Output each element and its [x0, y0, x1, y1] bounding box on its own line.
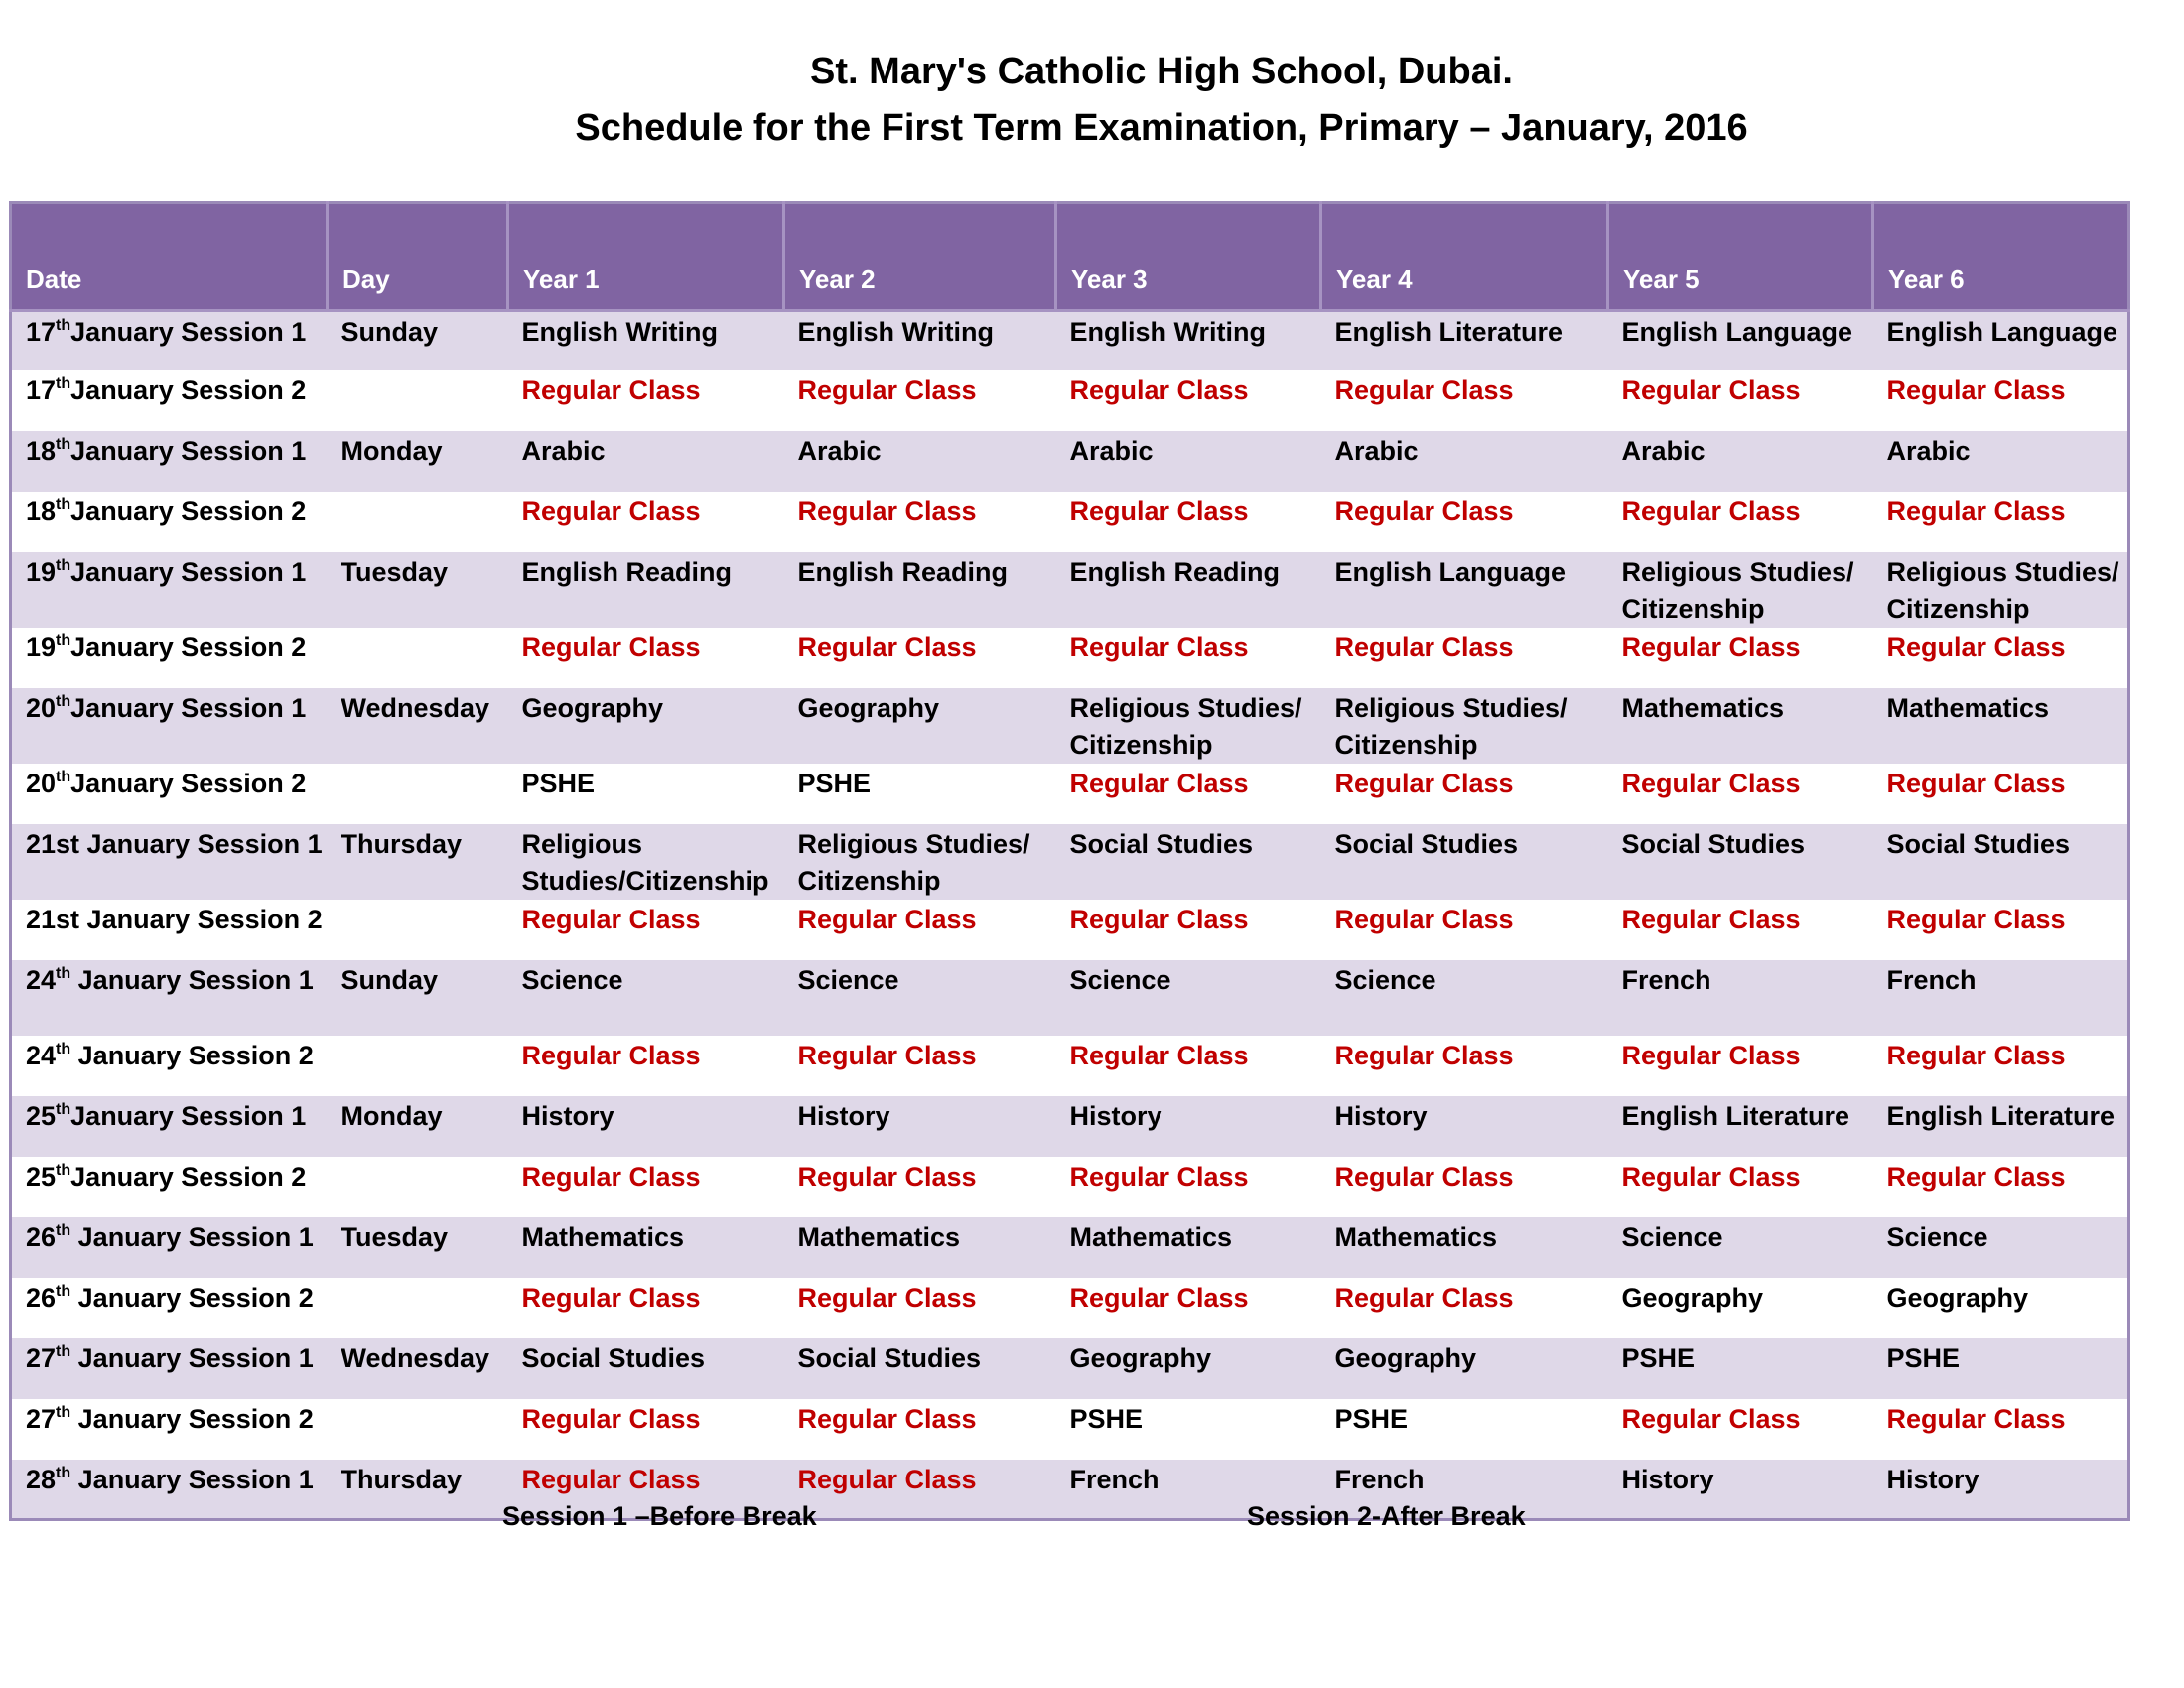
table-row: [11, 1338, 2129, 1399]
subject-cell-year-2: Mathematics: [784, 1217, 1056, 1278]
subject-cell-year-1: Regular Class: [508, 900, 784, 960]
header-row: [11, 203, 2129, 311]
subject-cell-year-2: Regular Class: [784, 1157, 1056, 1217]
exam-schedule-table: [9, 201, 2130, 1521]
subject-cell-year-6: PSHE: [1873, 1338, 2129, 1399]
date-ordinal-suffix: th: [56, 374, 71, 392]
table-row: [11, 1460, 2129, 1520]
subject-cell-year-1: Science: [508, 960, 784, 1036]
subject-cell-year-1: Regular Class: [508, 370, 784, 431]
subject-cell-year-6: Social Studies: [1873, 824, 2129, 900]
subject-cell-year-5: Mathematics: [1608, 688, 1873, 764]
day-cell: Tuesday: [328, 1217, 508, 1278]
subject-cell-year-2: PSHE: [784, 764, 1056, 824]
date-cell: [11, 431, 328, 492]
day-cell: Wednesday: [328, 688, 508, 764]
date-cell: [11, 1278, 328, 1338]
table-row: [11, 1217, 2129, 1278]
date-ordinal-suffix: th: [56, 495, 71, 513]
subject-cell-year-1: Mathematics: [508, 1217, 784, 1278]
date-day-number: 27: [26, 1403, 57, 1434]
subject-cell-year-1: Regular Class: [508, 628, 784, 688]
date-cell: [11, 1399, 328, 1460]
date-ordinal-suffix: th: [56, 1282, 71, 1300]
date-session-text: January Session 2: [70, 1161, 307, 1192]
day-cell: [328, 1157, 508, 1217]
subject-cell-year-5: History: [1608, 1460, 1873, 1520]
table-row: [11, 1399, 2129, 1460]
header-year-4: Year 4: [1321, 203, 1608, 311]
subject-cell-year-3: Regular Class: [1056, 1036, 1321, 1096]
day-cell: Sunday: [328, 311, 508, 370]
subject-cell-year-2: Social Studies: [784, 1338, 1056, 1399]
date-cell: [11, 1157, 328, 1217]
date-day-number: 25: [26, 1161, 57, 1192]
subject-cell-year-3: Mathematics: [1056, 1217, 1321, 1278]
date-cell: [11, 1217, 328, 1278]
subject-cell-year-3: English Reading: [1056, 552, 1321, 628]
date-ordinal-suffix: th: [56, 1342, 71, 1360]
table-row: [11, 824, 2129, 900]
subject-cell-year-6: Religious Studies/ Citizenship: [1873, 552, 2129, 628]
subject-cell-year-2: Regular Class: [784, 370, 1056, 431]
date-day-number: 18: [26, 495, 57, 526]
date-ordinal-suffix: th: [56, 632, 71, 649]
date-ordinal-suffix: th: [56, 768, 71, 785]
table-row: [11, 370, 2129, 431]
subject-cell-year-1: Geography: [508, 688, 784, 764]
subject-cell-year-3: Regular Class: [1056, 900, 1321, 960]
date-day-number: 20: [26, 768, 57, 798]
date-day-number: 20: [26, 692, 57, 723]
subject-cell-year-1: Regular Class: [508, 1278, 784, 1338]
date-ordinal-suffix: th: [56, 1161, 71, 1179]
date-day-number: 18: [26, 435, 57, 466]
subject-cell-year-3: Regular Class: [1056, 492, 1321, 552]
subject-cell-year-6: Regular Class: [1873, 1157, 2129, 1217]
header-year-3: Year 3: [1056, 203, 1321, 311]
subject-cell-year-4: English Literature: [1321, 311, 1608, 370]
date-day-number: 28: [26, 1464, 57, 1494]
subject-cell-year-6: Regular Class: [1873, 628, 2129, 688]
table-row: [11, 431, 2129, 492]
subject-cell-year-4: Geography: [1321, 1338, 1608, 1399]
day-cell: Wednesday: [328, 1338, 508, 1399]
subject-cell-year-3: English Writing: [1056, 311, 1321, 370]
date-session-text: January Session 2: [70, 495, 307, 526]
table-row: [11, 688, 2129, 764]
subject-cell-year-5: Science: [1608, 1217, 1873, 1278]
date-cell: [11, 1338, 328, 1399]
subject-cell-year-6: Geography: [1873, 1278, 2129, 1338]
subject-cell-year-3: Religious Studies/ Citizenship: [1056, 688, 1321, 764]
subject-cell-year-5: Regular Class: [1608, 764, 1873, 824]
header-date: Date: [11, 203, 328, 311]
subject-cell-year-6: English Language: [1873, 311, 2129, 370]
date-ordinal-suffix: th: [56, 1403, 71, 1421]
subject-cell-year-6: Regular Class: [1873, 492, 2129, 552]
date-ordinal-suffix: th: [56, 556, 71, 574]
date-ordinal-suffix: th: [56, 435, 71, 453]
date-cell: [11, 370, 328, 431]
subject-cell-year-2: Regular Class: [784, 1460, 1056, 1520]
date-ordinal-suffix: th: [56, 692, 71, 710]
subject-cell-year-2: Regular Class: [784, 1278, 1056, 1338]
date-cell: [11, 628, 328, 688]
schedule-subtitle: Schedule for the First Term Examination, Primary – January, 2016: [575, 107, 1748, 149]
subject-cell-year-4: Regular Class: [1321, 764, 1608, 824]
subject-cell-year-6: Science: [1873, 1217, 2129, 1278]
day-cell: Thursday: [328, 824, 508, 900]
date-cell: [11, 960, 328, 1036]
table-row: [11, 1036, 2129, 1096]
subject-cell-year-6: Regular Class: [1873, 1399, 2129, 1460]
date-ordinal-suffix: th: [56, 1100, 71, 1118]
subject-cell-year-2: Regular Class: [784, 1036, 1056, 1096]
subject-cell-year-5: Regular Class: [1608, 1036, 1873, 1096]
subject-cell-year-1: Regular Class: [508, 1460, 784, 1520]
date-session-text: January Session 1: [70, 692, 307, 723]
header-year-1: Year 1: [508, 203, 784, 311]
subject-cell-year-4: History: [1321, 1096, 1608, 1157]
session-2-note: Session 2-After Break: [1247, 1501, 1526, 1531]
day-cell: Sunday: [328, 960, 508, 1036]
date-day-number: 19: [26, 632, 57, 662]
date-session-text: January Session 2: [70, 1403, 314, 1434]
table-row: [11, 764, 2129, 824]
subject-cell-year-6: Mathematics: [1873, 688, 2129, 764]
table-row: [11, 1157, 2129, 1217]
subject-cell-year-2: Regular Class: [784, 1399, 1056, 1460]
subject-cell-year-3: Regular Class: [1056, 764, 1321, 824]
subject-cell-year-1: History: [508, 1096, 784, 1157]
table-row: [11, 1096, 2129, 1157]
subject-cell-year-3: Regular Class: [1056, 1278, 1321, 1338]
subject-cell-year-2: Arabic: [784, 431, 1056, 492]
subject-cell-year-1: Regular Class: [508, 1157, 784, 1217]
date-cell: [11, 311, 328, 370]
header-year-6: Year 6: [1873, 203, 2129, 311]
date-cell: [11, 688, 328, 764]
subject-cell-year-4: Regular Class: [1321, 1157, 1608, 1217]
subject-cell-year-2: Regular Class: [784, 492, 1056, 552]
date-session-text: January Session 2: [70, 1282, 314, 1313]
subject-cell-year-5: Regular Class: [1608, 628, 1873, 688]
subject-cell-year-5: Regular Class: [1608, 492, 1873, 552]
table-row: [11, 628, 2129, 688]
subject-cell-year-6: English Literature: [1873, 1096, 2129, 1157]
subject-cell-year-5: Regular Class: [1608, 1157, 1873, 1217]
date-cell: [11, 900, 328, 960]
subject-cell-year-2: Geography: [784, 688, 1056, 764]
subject-cell-year-2: English Reading: [784, 552, 1056, 628]
header-year-5: Year 5: [1608, 203, 1873, 311]
subject-cell-year-4: Mathematics: [1321, 1217, 1608, 1278]
day-cell: [328, 492, 508, 552]
subject-cell-year-4: French: [1321, 1460, 1608, 1520]
date-session-text: January Session 1: [70, 1221, 314, 1252]
subject-cell-year-5: Arabic: [1608, 431, 1873, 492]
date-cell: [11, 552, 328, 628]
day-cell: [328, 1278, 508, 1338]
day-cell: [328, 370, 508, 431]
school-name: St. Mary's Catholic High School, Dubai.: [810, 51, 1513, 92]
date-day-number: 21st: [26, 904, 80, 934]
table-row: [11, 1278, 2129, 1338]
subject-cell-year-1: Regular Class: [508, 492, 784, 552]
date-day-number: 25: [26, 1100, 57, 1131]
subject-cell-year-5: Regular Class: [1608, 900, 1873, 960]
day-cell: [328, 628, 508, 688]
date-day-number: 19: [26, 556, 57, 587]
header-day: Day: [328, 203, 508, 311]
subject-cell-year-1: Religious Studies/Citizenship: [508, 824, 784, 900]
subject-cell-year-1: Social Studies: [508, 1338, 784, 1399]
date-session-text: January Session 1: [70, 964, 314, 995]
subject-cell-year-1: PSHE: [508, 764, 784, 824]
subject-cell-year-6: History: [1873, 1460, 2129, 1520]
day-cell: Monday: [328, 1096, 508, 1157]
date-cell: [11, 1460, 328, 1520]
subject-cell-year-4: Regular Class: [1321, 900, 1608, 960]
subject-cell-year-1: Regular Class: [508, 1399, 784, 1460]
subject-cell-year-5: English Literature: [1608, 1096, 1873, 1157]
date-cell: [11, 492, 328, 552]
subject-cell-year-3: Geography: [1056, 1338, 1321, 1399]
schedule-body: [11, 311, 2129, 1520]
subject-cell-year-1: Arabic: [508, 431, 784, 492]
subject-cell-year-6: Regular Class: [1873, 764, 2129, 824]
subject-cell-year-2: English Writing: [784, 311, 1056, 370]
date-session-text: January Session 1: [79, 828, 323, 859]
subject-cell-year-4: Religious Studies/ Citizenship: [1321, 688, 1608, 764]
subject-cell-year-4: English Language: [1321, 552, 1608, 628]
date-ordinal-suffix: th: [56, 1221, 71, 1239]
subject-cell-year-6: Regular Class: [1873, 370, 2129, 431]
subject-cell-year-3: French: [1056, 1460, 1321, 1520]
session-1-note: Session 1 –Before Break: [502, 1501, 817, 1531]
date-cell: [11, 1036, 328, 1096]
date-session-text: January Session 1: [70, 435, 307, 466]
table-row: [11, 960, 2129, 1036]
date-day-number: 17: [26, 374, 57, 405]
subject-cell-year-5: Social Studies: [1608, 824, 1873, 900]
day-cell: Thursday: [328, 1460, 508, 1520]
subject-cell-year-4: Regular Class: [1321, 370, 1608, 431]
subject-cell-year-4: PSHE: [1321, 1399, 1608, 1460]
subject-cell-year-3: History: [1056, 1096, 1321, 1157]
subject-cell-year-5: English Language: [1608, 311, 1873, 370]
date-day-number: 26: [26, 1221, 57, 1252]
subject-cell-year-3: Arabic: [1056, 431, 1321, 492]
date-cell: [11, 1096, 328, 1157]
date-session-text: January Session 2: [70, 768, 307, 798]
day-cell: Tuesday: [328, 552, 508, 628]
date-day-number: 26: [26, 1282, 57, 1313]
subject-cell-year-5: Religious Studies/ Citizenship: [1608, 552, 1873, 628]
date-day-number: 17: [26, 317, 57, 347]
day-cell: [328, 764, 508, 824]
subject-cell-year-4: Arabic: [1321, 431, 1608, 492]
subject-cell-year-4: Regular Class: [1321, 492, 1608, 552]
day-cell: [328, 1399, 508, 1460]
date-ordinal-suffix: th: [56, 317, 71, 334]
date-ordinal-suffix: th: [56, 964, 71, 982]
date-day-number: 27: [26, 1342, 57, 1373]
date-ordinal-suffix: th: [56, 1040, 71, 1057]
subject-cell-year-5: French: [1608, 960, 1873, 1036]
subject-cell-year-5: Regular Class: [1608, 370, 1873, 431]
date-session-text: January Session 2: [79, 904, 323, 934]
day-cell: [328, 1036, 508, 1096]
subject-cell-year-3: Social Studies: [1056, 824, 1321, 900]
subject-cell-year-2: History: [784, 1096, 1056, 1157]
date-day-number: 24: [26, 1040, 57, 1070]
date-day-number: 24: [26, 964, 57, 995]
subject-cell-year-4: Science: [1321, 960, 1608, 1036]
table-row: [11, 900, 2129, 960]
header-year-2: Year 2: [784, 203, 1056, 311]
subject-cell-year-2: Religious Studies/ Citizenship: [784, 824, 1056, 900]
date-session-text: January Session 2: [70, 374, 307, 405]
subject-cell-year-3: Regular Class: [1056, 1157, 1321, 1217]
subject-cell-year-1: English Reading: [508, 552, 784, 628]
date-cell: [11, 824, 328, 900]
subject-cell-year-6: Regular Class: [1873, 900, 2129, 960]
subject-cell-year-2: Regular Class: [784, 628, 1056, 688]
date-cell: [11, 764, 328, 824]
subject-cell-year-5: PSHE: [1608, 1338, 1873, 1399]
subject-cell-year-3: Regular Class: [1056, 370, 1321, 431]
subject-cell-year-1: English Writing: [508, 311, 784, 370]
subject-cell-year-2: Regular Class: [784, 900, 1056, 960]
subject-cell-year-3: PSHE: [1056, 1399, 1321, 1460]
subject-cell-year-1: Regular Class: [508, 1036, 784, 1096]
table-row: [11, 492, 2129, 552]
subject-cell-year-6: French: [1873, 960, 2129, 1036]
document-title: [0, 44, 2184, 157]
date-session-text: January Session 1: [70, 1342, 314, 1373]
date-session-text: January Session 1: [70, 317, 307, 347]
subject-cell-year-4: Regular Class: [1321, 1278, 1608, 1338]
date-session-text: January Session 1: [70, 1464, 314, 1494]
day-cell: [328, 900, 508, 960]
subject-cell-year-4: Regular Class: [1321, 628, 1608, 688]
subject-cell-year-5: Regular Class: [1608, 1399, 1873, 1460]
date-day-number: 21st: [26, 828, 80, 859]
subject-cell-year-4: Social Studies: [1321, 824, 1608, 900]
table-row: [11, 311, 2129, 370]
date-session-text: January Session 1: [70, 556, 307, 587]
subject-cell-year-5: Geography: [1608, 1278, 1873, 1338]
subject-cell-year-3: Regular Class: [1056, 628, 1321, 688]
date-session-text: January Session 1: [70, 1100, 307, 1131]
subject-cell-year-6: Arabic: [1873, 431, 2129, 492]
subject-cell-year-6: Regular Class: [1873, 1036, 2129, 1096]
date-ordinal-suffix: th: [56, 1464, 71, 1481]
date-session-text: January Session 2: [70, 632, 307, 662]
subject-cell-year-4: Regular Class: [1321, 1036, 1608, 1096]
table-row: [11, 552, 2129, 628]
date-session-text: January Session 2: [70, 1040, 314, 1070]
subject-cell-year-2: Science: [784, 960, 1056, 1036]
day-cell: Monday: [328, 431, 508, 492]
subject-cell-year-3: Science: [1056, 960, 1321, 1036]
